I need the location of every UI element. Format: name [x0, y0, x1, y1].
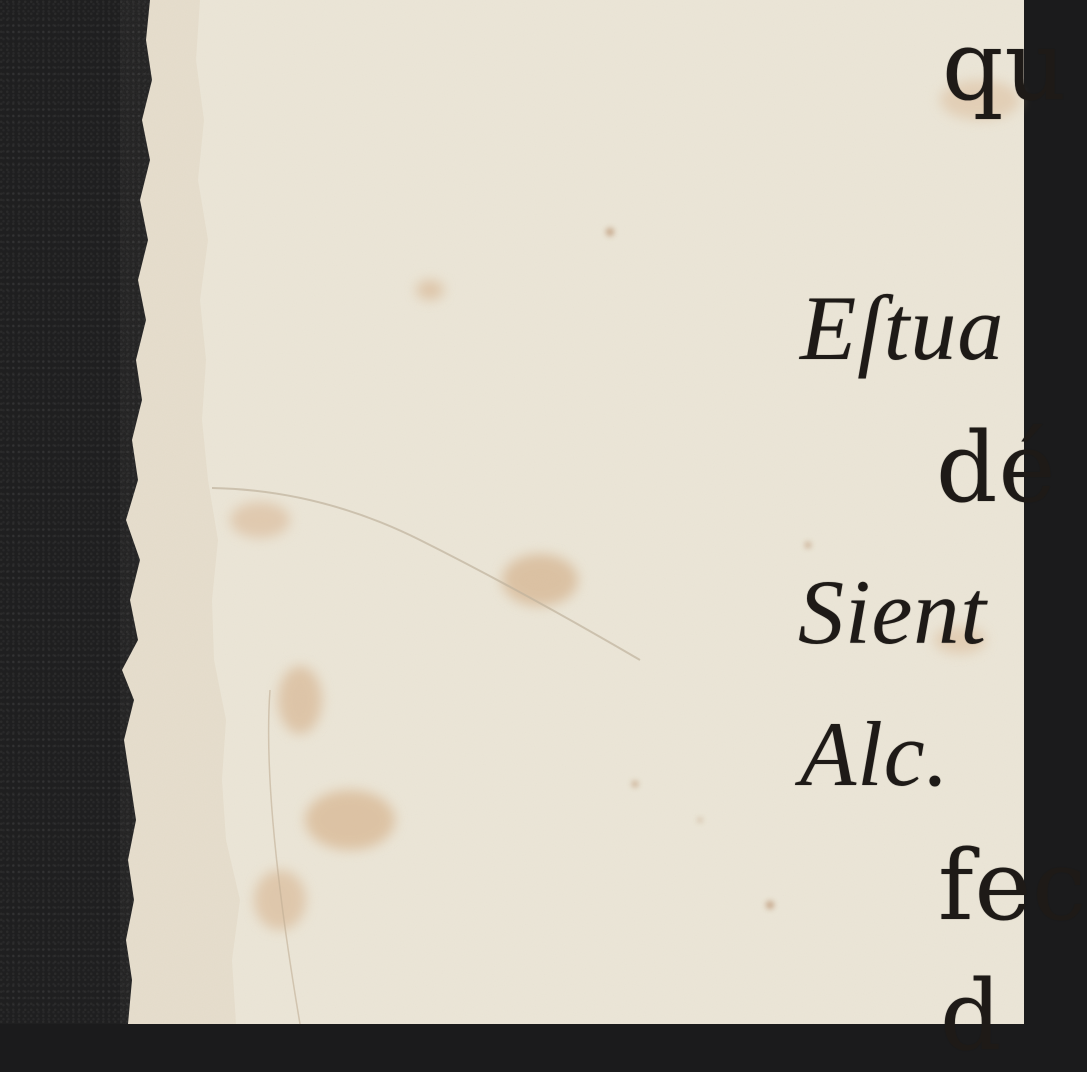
text-line-fec: fec: [938, 830, 1087, 942]
text-line-qu: qu: [942, 10, 1068, 122]
text-line-de: dé: [936, 412, 1057, 524]
text-line-sient: Sient: [798, 561, 987, 663]
text-line-d: d: [940, 960, 1003, 1072]
text-line-estua: Eſtua: [800, 277, 1005, 379]
text-line-alc: Alc.: [800, 703, 950, 805]
